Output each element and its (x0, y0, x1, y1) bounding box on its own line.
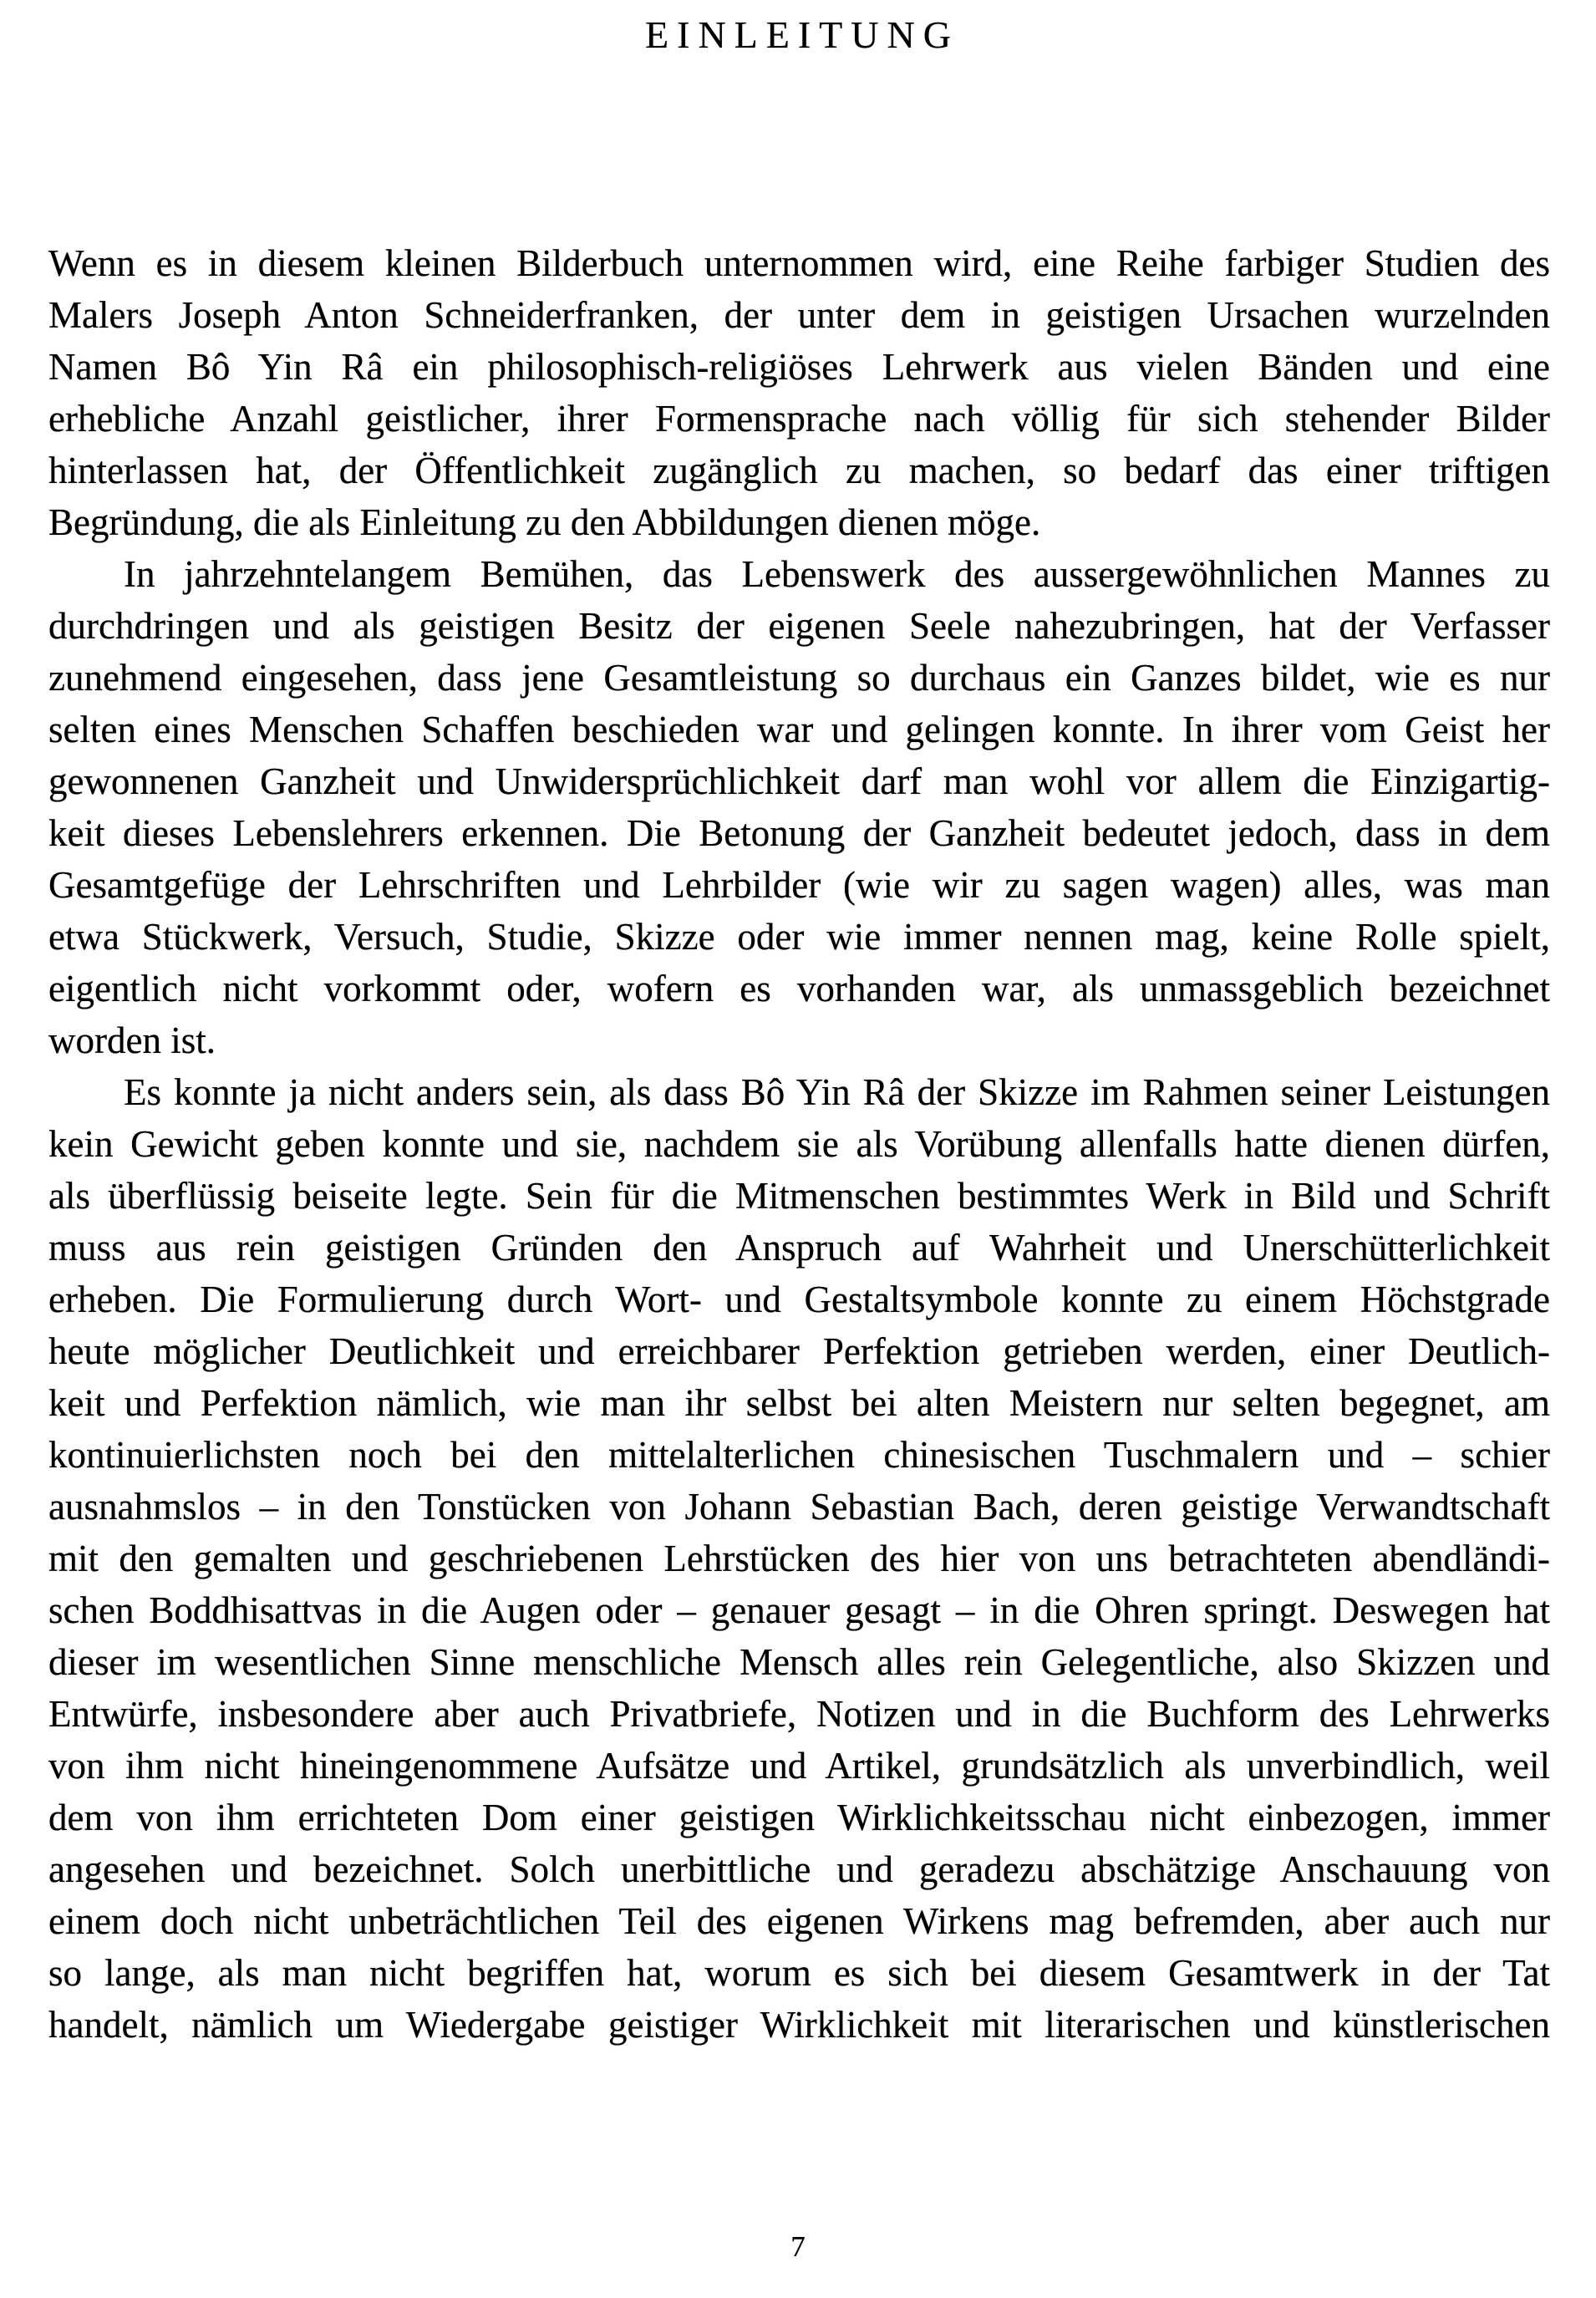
body-text (48, 237, 1550, 2051)
text-line: erhebliche Anzahl geistlicher, ihrer Formensprache nach völlig für sich stehender Bilder (48, 398, 1550, 440)
text-line: angesehen und bezeichnet. Solch unerbittliche und geradezu abschätzige Anschauung von (48, 1848, 1550, 1890)
text-line: eigentlich nicht vorkommt oder, wofern es vorhanden war, als unmassgeblich bezeichnet (48, 968, 1550, 1009)
page-title: EINLEITUNG (645, 13, 959, 56)
text-line: durchdringen und als geistigen Besitz der eigenen Seele nahezubringen, hat der Verfasser (48, 605, 1550, 647)
text-line: erheben. Die Formulierung durch Wort- und Gestaltsymbole konnte zu einem Höchstgrade (48, 1279, 1550, 1320)
text-line: keit dieses Lebenslehrers erkennen. Die Betonung der Ganzheit bedeutet jedoch, dass in dem (48, 812, 1550, 854)
paragraph (48, 548, 1550, 1066)
text-line: selten eines Menschen Schaffen beschieden war und gelingen konnte. In ihrer vom Geist her (48, 709, 1550, 750)
text-line: muss aus rein geistigen Gründen den Anspruch auf Wahrheit und Unerschütterlichkeit (48, 1227, 1550, 1268)
text-line: Wenn es in diesem kleinen Bilderbuch unternommen wird, eine Reihe farbiger Studien des (48, 242, 1550, 284)
text-line: handelt, nämlich um Wiedergabe geistiger Wirklichkeit mit literarischen und künstlerischen (48, 2004, 1550, 2046)
text-line: dieser im wesentlichen Sinne menschliche Mensch alles rein Gelegentliche, also Skizzen und (48, 1641, 1550, 1683)
text-line: als überflüssig beiseite legte. Sein für die Mitmenschen bestimmtes Werk in Bild und Schrift (48, 1175, 1550, 1217)
text-line: kein Gewicht geben konnte und sie, nachdem sie als Vorübung allenfalls hatte dienen dürfen, (48, 1123, 1550, 1165)
text-line: dem von ihm errichteten Dom einer geistigen Wirklichkeitsschau nicht einbezogen, immer (48, 1797, 1550, 1838)
text-line: Namen Bô Yin Râ ein philosophisch-religiöses Lehrwerk aus vielen Bänden und eine (48, 346, 1550, 388)
text-line: zunehmend eingesehen, dass jene Gesamtleistung so durchaus ein Ganzes bildet, wie es nur (48, 657, 1550, 699)
text-line: hinterlassen hat, der Öffentlichkeit zugänglich zu machen, so bedarf das einer triftigen (48, 450, 1550, 491)
page-number: 7 (790, 2230, 806, 2263)
text-line: etwa Stückwerk, Versuch, Studie, Skizze oder wie immer nennen mag, keine Rolle spielt, (48, 916, 1550, 958)
text-line: so lange, als man nicht begriffen hat, worum es sich bei diesem Gesamtwerk in der Tat (48, 1952, 1550, 1994)
text-line: von ihm nicht hineingenommene Aufsätze und Artikel, grundsätzlich als unverbindlich, weil (48, 1745, 1550, 1787)
text-line: Begründung, die als Einleitung zu den Abbildungen dienen möge. (48, 501, 1041, 543)
text-line: einem doch nicht unbeträchtlichen Teil des eigenen Wirkens mag befremden, aber auch nur (48, 1900, 1550, 1942)
paragraph (48, 1066, 1550, 2051)
text-line: kontinuierlichsten noch bei den mittelalterlichen chinesischen Tuschmalern und – schier (48, 1434, 1550, 1476)
text-line: keit und Perfektion nämlich, wie man ihr selbst bei alten Meistern nur selten begegnet, am (48, 1382, 1550, 1424)
text-line: gewonnenen Ganzheit und Unwidersprüchlichkeit darf man wohl vor allem die Einzigartig- (48, 760, 1550, 802)
text-line: Entwürfe, insbesondere aber auch Privatbriefe, Notizen und in die Buchform des Lehrwerks (48, 1693, 1550, 1735)
text-line: mit den gemalten und geschriebenen Lehrstücken des hier von uns betrachteten abendländi- (48, 1538, 1550, 1579)
text-line: Gesamtgefüge der Lehrschriften und Lehrbilder (wie wir zu sagen wagen) alles, was man (48, 864, 1550, 906)
text-line: Es konnte ja nicht anders sein, als dass Bô Yin Râ der Skizze im Rahmen seiner Leistungen (124, 1071, 1550, 1113)
paragraph (48, 237, 1550, 548)
text-line: Malers Joseph Anton Schneiderfranken, der unter dem in geistigen Ursachen wurzelnden (48, 294, 1550, 336)
text-line: schen Boddhisattvas in die Augen oder – genauer gesagt – in die Ohren springt. Deswegen hat (48, 1589, 1550, 1631)
text-line: heute möglicher Deutlichkeit und erreichbarer Perfektion getrieben werden, einer Deutlich- (48, 1330, 1550, 1372)
text-line: In jahrzehntelangem Bemühen, das Lebenswerk des aussergewöhnlichen Mannes zu (124, 553, 1550, 595)
text-line: ausnahmslos – in den Tonstücken von Johann Sebastian Bach, deren geistige Verwandtschaft (48, 1486, 1550, 1528)
text-line: worden ist. (48, 1019, 216, 1061)
